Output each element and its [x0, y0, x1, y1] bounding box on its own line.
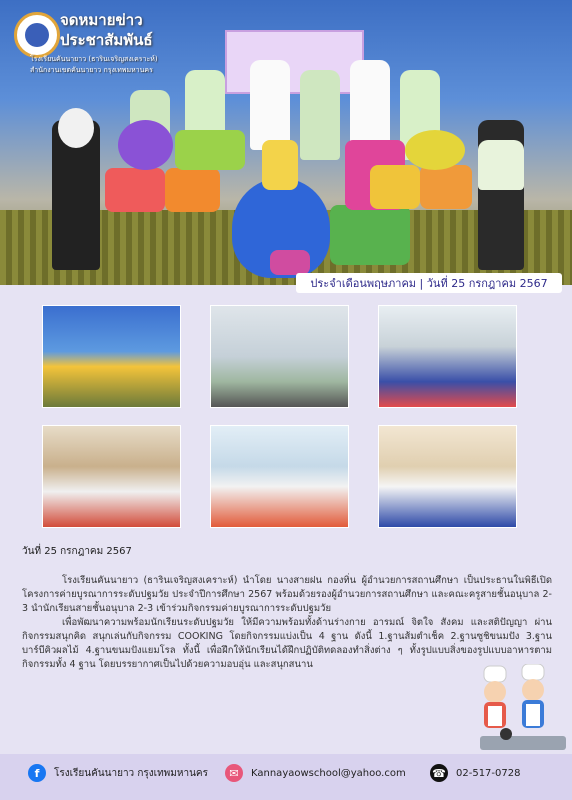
prop-plant	[330, 205, 410, 265]
stage-banner	[225, 30, 364, 94]
footer-facebook[interactable]	[28, 764, 208, 782]
person-shirt	[478, 140, 524, 190]
prop-egg	[175, 130, 245, 170]
footer-phone[interactable]	[430, 764, 520, 782]
phone-number: 02-517-0728	[456, 767, 521, 779]
prop-monster-box	[165, 168, 220, 212]
title-line2: ประชาสัมพันธ์	[60, 31, 153, 49]
school-info	[30, 54, 158, 76]
prop-lion-box	[420, 165, 472, 209]
prop-lion-box	[370, 165, 420, 209]
footer-email[interactable]	[225, 764, 406, 782]
person-head	[58, 108, 94, 148]
person	[300, 70, 340, 160]
person	[350, 60, 390, 150]
phone-icon: ☎	[430, 764, 448, 782]
prop-monster-box	[105, 168, 165, 212]
facebook-icon: f	[28, 764, 46, 782]
article-paragraph: โรงเรียนคันนายาว (ธารินเจริญสงเคราะห์) นำโดย นางสายฝน กองทิ่น ผู้อำนวยการสถานศึกษา เป็นประธานในพิธีเปิดโครงการค่ายบูรณาการระดับปฐมวัย ประจำปีการศึกษา 2567 พร้อมด้วยรองผู้อำนวยการสถานศึกษา และคณะครูสายชั้นอนุบาล 2-3 นำนักเรียนสายชั้นอนุบาล 2-3 เข้าร่วมกิจกรรมค่ายบูรณาการระดับปฐมวัย	[22, 575, 552, 614]
person	[250, 60, 290, 150]
article-paragraph: เพื่อพัฒนาความพร้อมนักเรียนระดับปฐมวัย ให้มีความพร้อมทั้งด้านร่างกาย อารมณ์ จิตใจ สังคม และสติปัญญา ผ่านกิจกรรมสนุกคิด สนุกเล่นกับกิจกรรม COOKING โดยกิจกรรมแบ่งเป็น 4 ฐาน ดังนี้ 1.ฐานส้มตำเช็ค 2.ฐานซูชิขนมปัง 3.ฐานบาร์บีคิวผลไม้ 4.ฐานขนมปังแยมโรล ทั้งนี้ เพื่อฝึกให้นักเรียนได้ฝึกปฏิบัติทดลองทำสิ่งต่าง ๆ ทั้งรูปแบบสิ่งของรูปแบบอาหารตามกิจกรรมทั้ง 4 ฐาน โดยบรรยากาศเป็นไปด้วยความอบอุ่น และสนุกสนาน	[22, 617, 552, 670]
footer	[0, 754, 572, 800]
activity-photo	[42, 305, 181, 408]
article-date: วันที่ 25 กรกฎาคม 2567	[22, 546, 132, 557]
school-logo	[14, 12, 60, 58]
prop-character	[262, 140, 298, 190]
activity-photo	[378, 425, 517, 528]
activity-photo	[42, 425, 181, 528]
activity-photo	[210, 305, 349, 408]
prop-egg	[118, 120, 173, 170]
article-body	[22, 574, 552, 672]
activity-photo	[210, 425, 349, 528]
email-address: Kannayaowschool@yahoo.com	[251, 767, 406, 779]
date-banner: ประจำเดือนพฤษภาคม | วันที่ 25 กรกฎาคม 2567	[296, 273, 562, 293]
facebook-name: โรงเรียนคันนายาว กรุงเทพมหานคร	[54, 767, 208, 779]
office-name: สำนักงานเขตคันนายาว กรุงเทพมหานคร	[30, 66, 153, 74]
title-line1: จดหมายข่าว	[60, 11, 143, 29]
school-name: โรงเรียนคันนายาว (ธารินเจริญสงเคราะห์)	[30, 55, 158, 63]
prop-egg	[405, 130, 465, 170]
chef-kids-illustration	[478, 664, 568, 754]
activity-photo	[378, 305, 517, 408]
newsletter-title	[60, 10, 153, 50]
mail-icon: ✉	[225, 764, 243, 782]
prop-egg	[270, 250, 310, 275]
